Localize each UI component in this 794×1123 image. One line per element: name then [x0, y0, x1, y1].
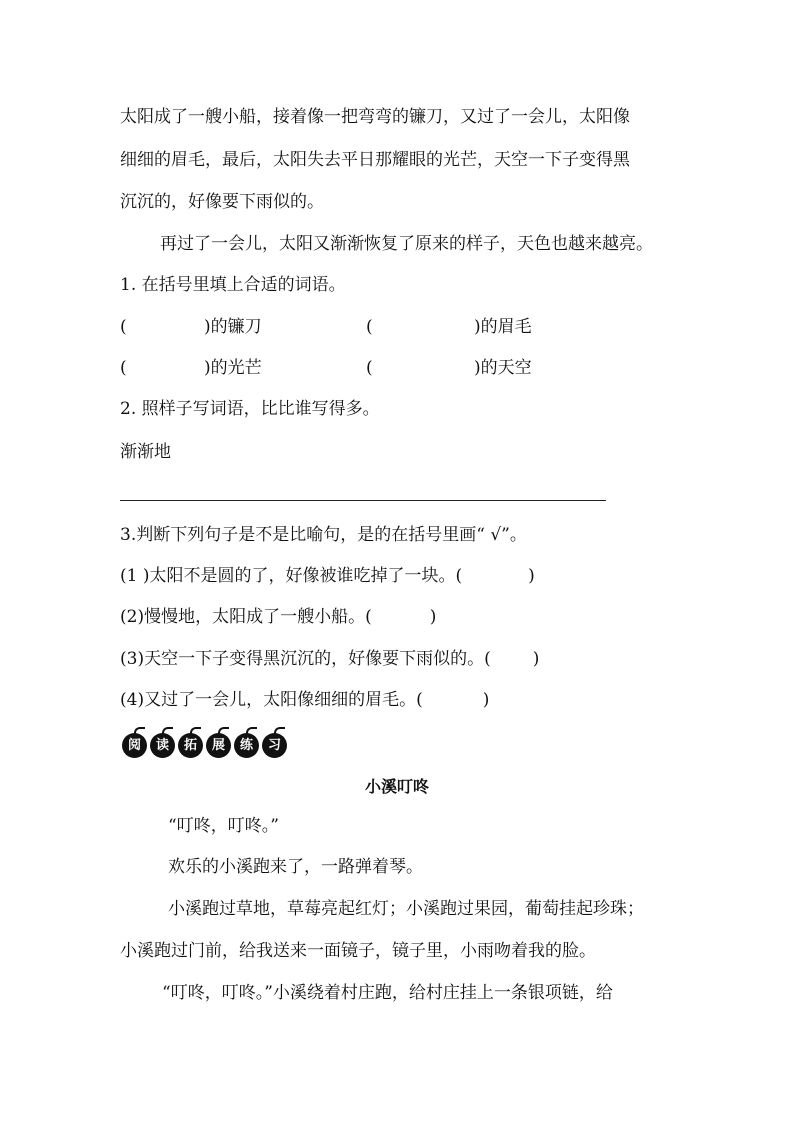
- q1-row2-a-open: (: [120, 358, 127, 378]
- q3-item-4: [120, 689, 489, 711]
- q3-item-2-text: (2)慢慢地，太阳成了一艘小船。(: [120, 607, 372, 627]
- q3-item-4-text: (4)又过了一会儿，太阳像细细的眉毛。(: [120, 690, 423, 710]
- q1-row1-b-open: (: [366, 317, 373, 337]
- story-paragraph-3b: 小溪跑过门前，给我送来一面镜子，镜子里，小雨吻着我的脸。: [120, 941, 596, 961]
- story-title: 小溪叮咚: [364, 777, 429, 796]
- story-paragraph-4: “叮咚，叮咚。”小溪绕着村庄跑，给村庄挂上一条银项链，给: [162, 983, 613, 1003]
- q3-item-3: [120, 648, 539, 670]
- passage-line-1: 太阳成了一艘小船，接着像一把弯弯的镰刀，又过了一会儿，太阳像: [120, 107, 630, 127]
- q3-item-3-text: (3)天空一下子变得黑沉沉的，好像要下雨似的。(: [120, 649, 491, 669]
- q1-row2-b-blank[interactable]: )的天空: [474, 358, 532, 378]
- banner-badge-6: 习: [262, 733, 287, 758]
- q3-title: 3.判断下列句子是不是比喻句，是的在括号里画“ √”。: [120, 525, 527, 545]
- q1-row1-a-open: (: [120, 317, 127, 337]
- banner-badge-1: 阅: [122, 733, 147, 758]
- q3-item-2: [120, 606, 436, 628]
- q2-answer-line[interactable]: [120, 500, 606, 501]
- banner-badge-3: 拓: [178, 733, 203, 758]
- q3-item-1-close: ): [528, 566, 535, 586]
- q3-item-1-text: (1 )太阳不是圆的了，好像被谁吃掉了一块。(: [120, 566, 463, 586]
- q1-row2-a-blank[interactable]: )的光芒: [204, 358, 262, 378]
- story-paragraph-2: 欢乐的小溪跑来了，一路弹着琴。: [168, 857, 423, 877]
- passage-line-2: 细细的眉毛，最后，太阳失去平日那耀眼的光芒，天空一下子变得黑: [120, 150, 630, 170]
- q3-item-4-close: ): [482, 690, 490, 710]
- story-paragraph-1: “叮咚，叮咚。”: [168, 816, 279, 836]
- q1-row1-a-blank[interactable]: )的镰刀: [204, 317, 262, 337]
- q1-row1-b-blank[interactable]: )的眉毛: [474, 317, 532, 337]
- reading-extension-banner: [120, 727, 300, 761]
- passage-line-3: 沉沉的，好像要下雨似的。: [120, 192, 324, 212]
- q1-title: 1. 在括号里填上合适的词语。: [120, 275, 346, 295]
- q1-row-1: [120, 316, 600, 338]
- q3-item-1: [120, 565, 535, 587]
- q3-item-3-close: ): [532, 649, 540, 669]
- banner-badge-4: 展: [206, 733, 231, 758]
- q2-title: 2. 照样子写词语，比比谁写得多。: [120, 399, 380, 419]
- q3-item-2-close: ): [429, 607, 437, 627]
- passage-line-4: 再过了一会儿，太阳又渐渐恢复了原来的样子，天色也越来越亮。: [160, 234, 653, 254]
- banner-badge-2: 读: [150, 733, 175, 758]
- q1-row2-b-open: (: [366, 358, 373, 378]
- q2-example: 渐渐地: [120, 442, 171, 462]
- q1-row-2: [120, 357, 600, 379]
- banner-badge-5: 练: [234, 733, 259, 758]
- story-paragraph-3a: 小溪跑过草地，草莓亮起红灯；小溪跑过果园，葡萄挂起珍珠；: [168, 899, 644, 919]
